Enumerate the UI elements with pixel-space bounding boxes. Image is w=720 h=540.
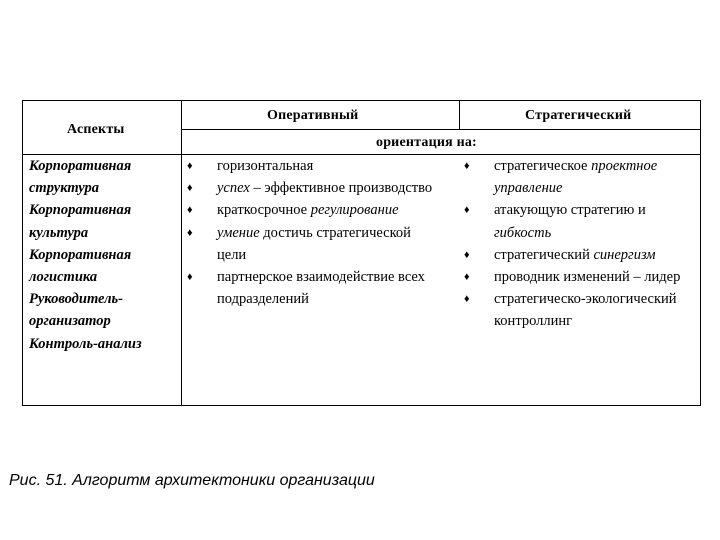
diamond-bullet-icon: ♦ — [464, 270, 470, 283]
operative-line — [187, 155, 457, 177]
strategic-line — [464, 288, 696, 310]
operative-text: цели — [217, 246, 247, 263]
strategic-text: синергизм — [593, 246, 656, 263]
strategic-text: стратегический — [494, 246, 594, 263]
header-aspects: Аспекты — [67, 122, 125, 137]
strategic-text: проводник изменений – лидер — [494, 268, 681, 285]
diamond-bullet-icon: ♦ — [187, 270, 193, 283]
strategic-line — [464, 155, 696, 177]
strategic-line — [464, 266, 696, 288]
strategic-list — [464, 155, 696, 333]
strategic-text: управление — [494, 180, 563, 197]
aspect-line: Корпоративная — [29, 202, 132, 219]
operative-line — [187, 199, 457, 221]
strategic-text: проектное — [591, 158, 658, 174]
strategic-line — [464, 244, 696, 266]
strategic-line — [464, 177, 696, 199]
diamond-bullet-icon: ♦ — [464, 204, 470, 217]
strategic-line — [464, 310, 696, 332]
operative-text: достичь стратегической — [259, 224, 411, 241]
diamond-bullet-icon: ♦ — [187, 226, 193, 239]
operative-line — [187, 244, 457, 266]
architectonics-table — [22, 100, 701, 406]
aspect-line: Корпоративная — [29, 158, 132, 174]
operative-text: умение — [217, 224, 260, 241]
aspect-line: Руководитель- — [29, 291, 124, 308]
aspect-line: организатор — [29, 313, 111, 330]
diamond-bullet-icon: ♦ — [187, 204, 193, 217]
operative-text: успех — [217, 180, 250, 197]
operative-text: партнерское взаимодействие всех — [217, 268, 425, 285]
aspect-line: логистика — [29, 269, 98, 286]
operative-line — [187, 266, 457, 288]
aspect-line: структура — [29, 180, 100, 197]
operative-line — [187, 222, 457, 244]
figure-caption: Рис. 51. Алгоритм архитектоники организации — [9, 472, 375, 489]
strategic-text: стратегическое — [494, 158, 592, 174]
header-orientation: ориентация на: — [376, 135, 477, 150]
operative-text: подразделений — [217, 291, 309, 308]
operative-text: краткосрочное — [217, 202, 311, 219]
diamond-bullet-icon: ♦ — [187, 182, 193, 195]
strategic-text: атакующую стратегию и — [494, 202, 646, 219]
operative-text: горизонтальная — [217, 158, 314, 174]
strategic-line — [464, 222, 696, 244]
aspect-line: Корпоративная — [29, 246, 132, 263]
diamond-bullet-icon: ♦ — [464, 293, 470, 306]
aspect-line: Контроль-анализ — [29, 335, 142, 352]
operative-line — [187, 288, 457, 310]
strategic-text: стратегическо-экологический — [494, 291, 677, 308]
column-divider-aspects — [181, 101, 182, 405]
operative-text: регулирование — [310, 202, 399, 219]
header-operative: Оперативный — [267, 108, 359, 123]
strategic-text: контроллинг — [494, 313, 573, 330]
operative-list — [187, 155, 457, 310]
aspects-list — [29, 155, 142, 355]
header-subdivider — [181, 129, 700, 130]
aspect-line: культура — [29, 224, 89, 241]
column-divider-header — [459, 101, 460, 129]
diamond-bullet-icon: ♦ — [464, 248, 470, 261]
operative-line — [187, 177, 457, 199]
operative-text: – эффективное производство — [249, 180, 433, 197]
header-strategic: Стратегический — [525, 108, 632, 123]
diamond-bullet-icon: ♦ — [187, 160, 193, 172]
strategic-line — [464, 199, 696, 221]
diamond-bullet-icon: ♦ — [464, 160, 470, 172]
strategic-text: гибкость — [494, 224, 552, 241]
